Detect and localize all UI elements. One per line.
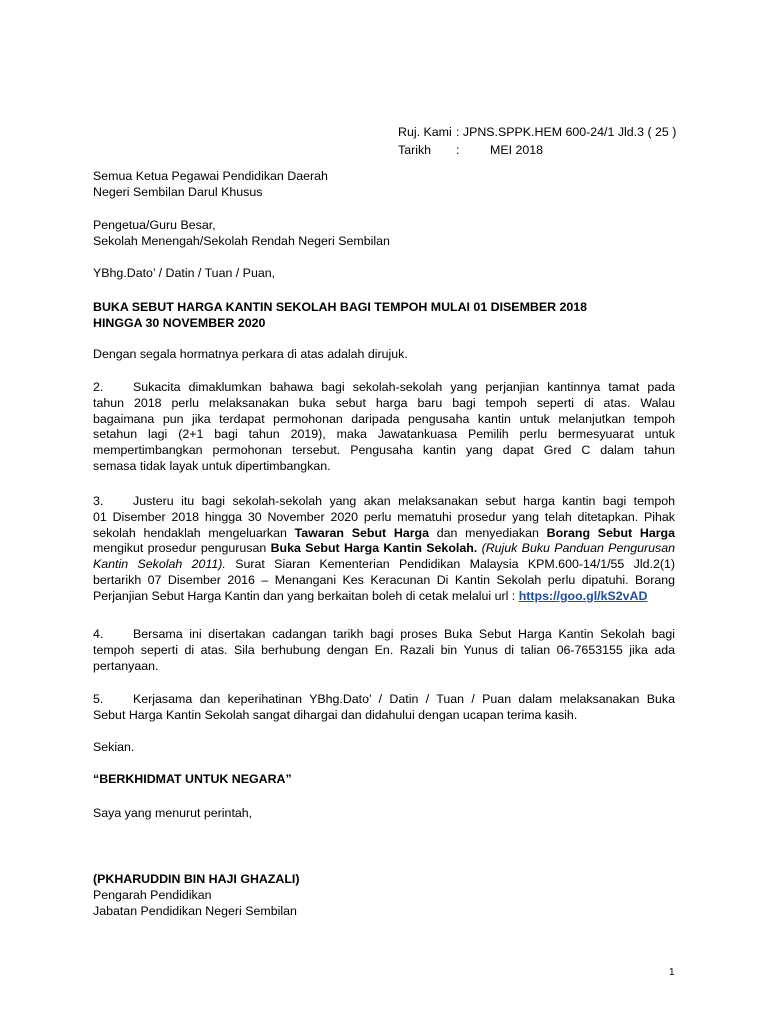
paragraph-line: setahun lagi (2+1 bagi tahun 2019), maka Jawatankuasa Pemilih perlu bermesyuarat untuk [93,427,675,442]
closing-text: Saya yang menurut perintah, [93,806,253,820]
subject-line: BUKA SEBUT HARGA KANTIN SEKOLAH BAGI TEMPOH MULAI 01 DISEMBER 2018 [93,300,588,314]
paragraph-number: 2. [93,380,104,394]
download-url-link[interactable]: https://goo.gl/kS2vAD [518,588,648,603]
closing-order [93,806,675,822]
emphasis-text: Borang Sebut Harga [546,525,676,540]
paragraph-2 [93,380,675,475]
paragraph-line [93,380,675,396]
paragraph-line: tahun 2018 perlu melaksanakan buka sebut harga baru bagi tempoh seperti di atas. Walau [93,395,675,410]
paragraph-text: Perjanjian Sebut Harga Kantin dan yang berkaitan boleh di cetak melalui url : [93,588,516,603]
emphasis-text: Tawaran Sebut Harga [294,525,430,540]
subject-line: HINGGA 30 NOVEMBER 2020 [93,315,266,330]
recipient-block-2 [93,218,675,250]
ref-label: Ruj. Kami [398,125,452,139]
paragraph-number: 3. [93,494,104,508]
closing-sekian [93,740,675,756]
date-label: Tarikh [398,143,432,157]
reference-row [398,123,676,141]
signatory-title: Pengarah Pendidikan [93,887,212,902]
signature-block [93,872,675,919]
paragraph-line: pertanyaan. [93,658,159,673]
paragraph-4 [93,627,675,674]
signatory-name: (PKHARUDDIN BIN HAJI GHAZALI) [93,872,300,886]
paragraph-line [93,526,675,542]
closing-text: Sekian. [93,740,135,754]
italic-text: Kantin Sekolah 2011). [93,557,226,572]
opening-text: Dengan segala hormatnya perkara di atas adalah dirujuk. [93,347,408,361]
paragraph-5 [93,692,675,724]
paragraph-line: semasa tidak layak untuk dipertimbangkan. [93,458,331,473]
paragraph-text: dan menyediakan [436,525,539,540]
signatory-department: Jabatan Pendidikan Negeri Sembilan [93,903,297,918]
motto [93,772,675,788]
paragraph-text: Surat Siaran Kementerian Pendidikan Malaysia KPM.600-14/1/55 Jld.2(1) [235,557,675,572]
paragraph-3 [93,494,675,605]
italic-text: (Rujuk Buku Panduan Pengurusan [481,541,676,556]
paragraph-number: 4. [93,627,104,641]
paragraph-line [93,541,675,557]
page-number: 1 [669,967,675,978]
motto-text: “BERKHIDMAT UNTUK NEGARA” [93,772,292,786]
paragraph-text: Sukacita dimaklumkan bahawa bagi sekolah-sekolah yang perjanjian kantinnya tamat pada [133,380,675,394]
date-colon: : [456,143,460,157]
paragraph-line: tempoh seperti di atas. Sila berhubung dengan En. Razali bin Yunus di talian 06-7653155 jika ada [93,642,675,657]
emphasis-text: Buka Sebut Harga Kantin Sekolah. [270,541,478,556]
recipient-line: Sekolah Menengah/Sekolah Rendah Negeri Sembilan [93,233,390,248]
subject [93,300,675,332]
recipient-line: Negeri Sembilan Darul Khusus [93,184,263,199]
date-value: MEI 2018 [490,143,544,157]
paragraph-text: mengikut prosedur pengurusan [93,541,267,556]
paragraph-line: bertarikh 07 Disember 2016 – Menangani Kes Keracunan Di Kantin Sekolah perlu dipatuhi. Borang [93,572,675,587]
salutation [93,266,675,282]
paragraph-line [93,627,675,643]
paragraph-number: 5. [93,692,104,706]
ref-value: : JPNS.SPPK.HEM 600-24/1 Jld.3 ( 25 ) [456,125,677,139]
paragraph-line: mempertimbangkan permohonan tersebut. Pengusaha kantin yang dapat Gred C dalam tahun [93,443,675,458]
recipient-line: Semua Ketua Pegawai Pendidikan Daerah [93,169,328,183]
paragraph-line [93,589,675,605]
paragraph-line [93,557,675,573]
paragraph-text: Justeru itu bagi sekolah-sekolah yang akan melaksanakan sebut harga kantin bagi tempoh [133,494,675,508]
recipient-block-1 [93,169,675,201]
salutation-text: YBhg.Dato’ / Datin / Tuan / Puan, [93,266,276,280]
paragraph-line: 01 Disember 2018 hingga 30 November 2020 perlu mematuhi prosedur yang telah ditetapkan. Pihak [93,509,675,524]
paragraph-text: Kerjasama dan keperihatinan YBhg.Dato’ / Datin / Tuan / Puan dalam melaksanakan Buka [133,692,675,706]
paragraph-line [93,494,675,510]
paragraph-text: sekolah hendaklah mengeluarkan [93,525,287,540]
paragraph-line: Sebut Harga Kantin Sekolah sangat dihargai dan didahului dengan ucapan terima kasih. [93,707,578,722]
reference-block [398,123,676,159]
paragraph-line [93,692,675,708]
recipient-line: Pengetua/Guru Besar, [93,218,216,232]
opening-paragraph [93,347,675,363]
paragraph-line: bagaimana pun jika terdapat permohonan daripada pengusaha kantin untuk melanjutkan tempoh [93,411,675,426]
date-row [398,141,676,159]
paragraph-text: Bersama ini disertakan cadangan tarikh bagi proses Buka Sebut Harga Kantin Sekolah bagi [133,627,675,641]
